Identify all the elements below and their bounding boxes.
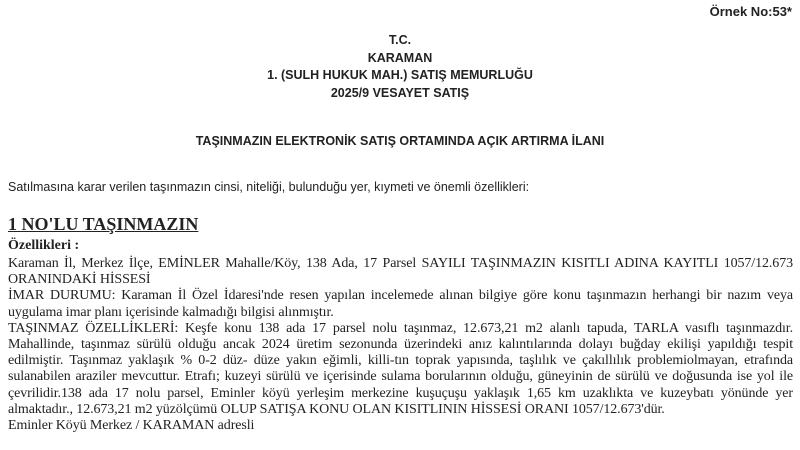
intro-text: Satılmasına karar verilen taşınmazın cinsi, niteliği, bulunduğu yer, kıymeti ve önemli özellikleri: [8,180,530,194]
header-office: 1. (SULH HUKUK MAH.) SATIŞ MEMURLUĞU [267,68,533,82]
property-title: 1 NO'LU TAŞINMAZIN [8,214,199,234]
property-location: Karaman İl, Merkez İlçe, EMİNLER Mahalle/Köy, 138 Ada, 17 Parsel SAYILI TAŞINMAZIN KISITLI ADINA KAYITLI 1057/12.673 ORANINDAKİ HİSSESİ [8,256,793,288]
property-zoning: İMAR DURUMU: Karaman İl Özel İdaresi'nde resen yapılan incelemede alınan bilgiye göre konu taşınmazın herhangi bir nazım veya uygulama imar planı içerisinde kalmadığı bilgisi alınmıştır. [8,288,793,320]
property-address: Eminler Köyü Merkez / KARAMAN adresli [8,418,255,434]
property-details: TAŞINMAZ ÖZELLİKLERİ: Keşfe konu 138 ada 17 parsel nolu taşınmaz, 12.673,21 m2 alanlı tapuda, TARLA vasıflı taşınmazdır. Mahallinde, taşınmaz sürülü olduğu ancak 2024 üretim sezonunda üzerindeki anız kalıntılarında dolayı buğday ekilişi yapıldığı tespit edilmiştir. Taşınmaz yaklaşık % 0-2 düz- düze yakın eğimli, killi-tın toprak yapısında, taşlılık ve çakıllılık problemiolmayan, etrafında sulanabilen araziler mevcuttur. Etrafı; kuzeyi sürülü ve içerisinde sulama borularının olduğu, güneyinin de sürülü ve doğusunda ise yol ile çevrilidir.138 ada 17 nolu parsel, Eminler köyü yerleşim merkezine kuşuçuşu yaklaşık 1,65 km uzaklıkta ve kuzeybatı yönünde yer almaktadır., 12.673,21 m2 yüzölçümü OLUP SATIŞA KONU OLAN KISITLININ HİSSESİ ORANI 1057/12.673'dür. [8,320,793,417]
property-description [8,256,793,434]
header-file-number: 2025/9 VESAYET SATIŞ [330,85,470,100]
sample-number: Örnek No:53* [709,4,792,19]
document-header [0,32,800,102]
features-label: Özellikleri : [8,238,80,253]
announcement-title: TAŞINMAZIN ELEKTRONİK SATIŞ ORTAMINDA AÇIK ARTIRMA İLANI [195,134,605,148]
header-city: KARAMAN [367,50,433,65]
header-country: T.C. [388,33,412,47]
